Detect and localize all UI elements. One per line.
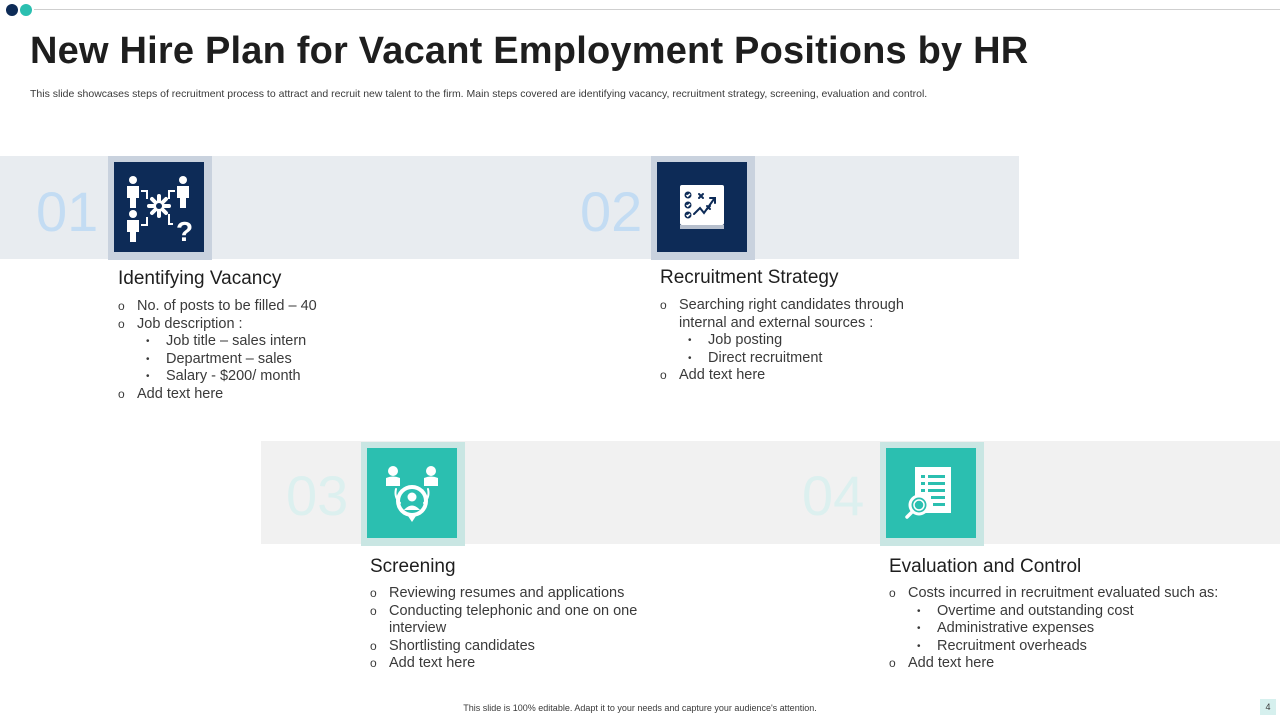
footer-note: This slide is 100% editable. Adapt it to your needs and capture your audience's attention.: [463, 703, 817, 713]
step-icon-frame-01: [108, 156, 212, 260]
step-number-04: 04: [802, 464, 865, 527]
step-title-01: Identifying Vacancy: [118, 268, 282, 289]
list-subitem: • Recruitment overheads: [889, 638, 1218, 656]
list-subitem: • Overtime and outstanding cost: [889, 603, 1218, 621]
list-item: o Costs incurred in recruitment evaluated such as:: [889, 585, 1218, 603]
list-item: o Reviewing resumes and applications: [370, 585, 637, 603]
list-item: o No. of posts to be filled – 40: [118, 298, 317, 316]
step-icon-box-01: [114, 162, 204, 252]
list-subitem: • Administrative expenses: [889, 620, 1218, 638]
list-item: o Conducting telephonic and one on one: [370, 603, 637, 621]
step-icon-box-03: [367, 448, 457, 538]
step-list-01: [118, 298, 317, 404]
list-item: o Job description :: [118, 316, 317, 334]
step-icon-frame-04: [880, 442, 984, 546]
step-icon-box-02: [657, 162, 747, 252]
vacancy-org-icon: [121, 169, 197, 245]
list-item: o Shortlisting candidates: [370, 638, 637, 656]
step-list-02: [660, 297, 904, 385]
list-item-continued: internal and external sources :: [679, 314, 874, 331]
step-number-02: 02: [580, 180, 643, 243]
list-subitem: • Direct recruitment: [660, 350, 904, 368]
list-item: o Searching right candidates through: [660, 297, 904, 315]
list-subitem: • Department – sales: [118, 351, 317, 369]
list-subitem: • Job title – sales intern: [118, 333, 317, 351]
step-title-04: Evaluation and Control: [889, 556, 1082, 577]
teal-dot-decoration: [20, 4, 32, 16]
step-list-04: [889, 585, 1218, 673]
page-title: New Hire Plan for Vacant Employment Positions by HR: [30, 30, 1029, 72]
step-title-02: Recruitment Strategy: [660, 267, 839, 288]
step-number-01: 01: [36, 180, 99, 243]
list-subitem: • Job posting: [660, 332, 904, 350]
step-title-03: Screening: [370, 556, 456, 577]
navy-dot-decoration: [6, 4, 18, 16]
list-item: o Add text here: [889, 655, 1218, 673]
step-icon-frame-03: [361, 442, 465, 546]
step-number-03: 03: [286, 464, 349, 527]
document-search-icon: [905, 465, 957, 521]
list-item: o Add text here: [660, 367, 904, 385]
list-item-continued: interview: [389, 620, 447, 637]
strategy-board-icon: [677, 182, 727, 232]
step-icon-box-04: [886, 448, 976, 538]
page-number: 4: [1260, 699, 1276, 715]
step-list-03: [370, 585, 637, 673]
list-item: o Add text here: [118, 386, 317, 404]
top-divider: [34, 9, 1280, 10]
step-icon-frame-02: [651, 156, 755, 260]
screening-people-icon: [382, 463, 442, 523]
page-subtitle: This slide showcases steps of recruitment process to attract and recruit new talent to the firm. Main steps covered are identifying vacancy, recruitment strategy, screening, evaluation and control.: [30, 88, 928, 100]
svg-text:?: ?: [176, 216, 194, 245]
list-subitem: • Salary - $200/ month: [118, 368, 317, 386]
list-item: o Add text here: [370, 655, 637, 673]
